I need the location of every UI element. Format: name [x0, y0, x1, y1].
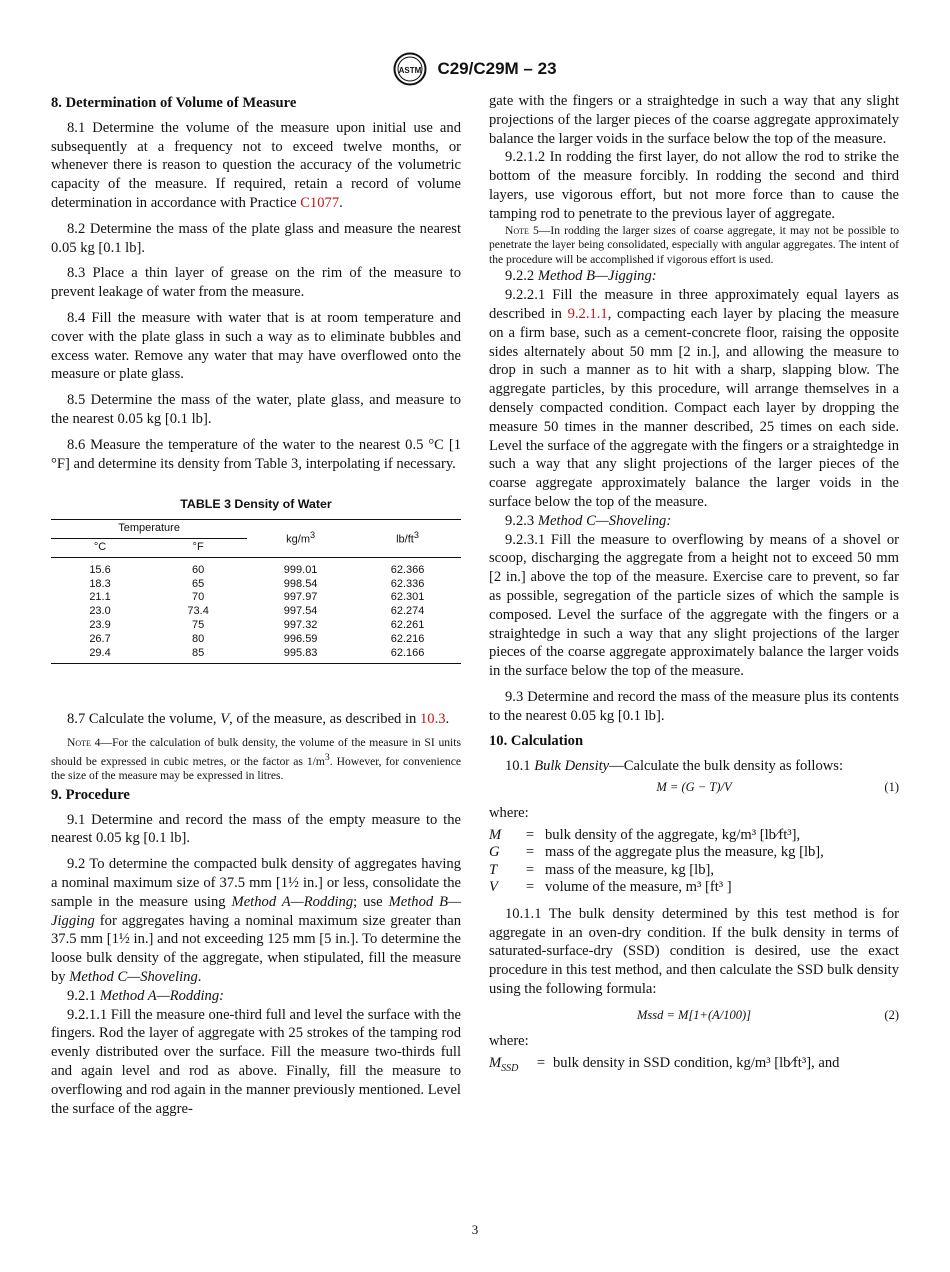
paragraph-9-2-1-1: 9.2.1.1 Fill the measure one-third full and level the surface with the fingers. Rod the layer of aggregate with 25 strokes of the tamping rod evenly distributed over the surface. Fill the measure two-thirds full and again level and rod as above. Finally, fill the measure to overflowing and rod again in the manner previously mentioned. Level the surface of the aggre- [51, 1006, 461, 1117]
paragraph-9-2-1-2: 9.2.1.2 In rodding the first layer, do not allow the rod to strike the bottom of the measure forcibly. In rodding the second and third layers, use vigorous effort, but not more force than to cause the tamping rod to penetrate to the previous layer of aggregate. [489, 149, 899, 222]
table-row: 21.1 70 997.97 62.301 [89, 591, 425, 604]
section-9-heading: 9. Procedure [51, 786, 130, 803]
density-of-water-table [51, 519, 461, 664]
paragraph-8-2: 8.2 Determine the mass of the plate glass and measure the nearest 0.05 kg [0.1 lb]. [51, 220, 461, 256]
left-column [51, 92, 461, 1118]
paragraph-9-2-2-1: 9.2.2.1 Fill the measure in three approximately equal layers as described in 9.2.1.1, compacting each layer by placing the measure on a firm base, such as a cement-concrete floor, raising the opposite sides alternately about 50 mm [2 in.], and allowing the measure to drop in such a manner as to hit with a sharp, slapping blow. The aggregate particles, by this procedure, will arrange themselves in a densely compacted condition. Compact each layer by dropping the measure 50 times in the manner described, 25 times on each side. Level the surface of the aggregate with the fingers or a straightedge in such a way that any slight projections of the larger pieces of the coarse aggregate approximately balance the larger voids in the surface below the top of the measure. [489, 287, 899, 510]
definition-row: G = mass of the aggregate plus the measure, kg [lb], [489, 844, 824, 861]
table-row: 26.7 80 996.59 62.216 [89, 632, 425, 645]
where-label-1: where: [489, 805, 529, 822]
table-row: 23.9 75 997.32 62.261 [89, 618, 425, 631]
paragraph-9-3: 9.3 Determine and record the mass of the measure plus its contents to the nearest 0.05 kg [0.1 lb]. [489, 688, 899, 724]
practice-c1077-link[interactable]: C1077 [300, 194, 340, 211]
right-column [489, 92, 899, 1077]
document-id: C29/C29M – 23 [437, 59, 557, 78]
table-row: 18.3 65 998.54 62.336 [89, 577, 425, 590]
paragraph-8-7: 8.7 Calculate the volume, V, of the measure, as described in 10.3. [67, 711, 450, 728]
note-5: Note 5—In rodding the larger sizes of coarse aggregate, it may not be possible to penetrate the layer being consolidated, especially with angular aggregates. The intent of the procedure will be accomplished if vigorous effort is used. [489, 223, 899, 266]
svg-text:ASTM: ASTM [399, 66, 422, 75]
section-8-heading: 8. Determination of Volume of Measure [51, 95, 297, 111]
section-9-2-1-1-link[interactable]: 9.2.1.1 [567, 305, 608, 322]
paragraph-8-4: 8.4 Fill the measure with water that is at room temperature and cover with the plate glass in such a way as to eliminate bubbles and excess water. Remove any water that may have overflowed onto the measure or plate glass. [51, 309, 461, 383]
paragraph-9-2-2: 9.2.2 Method B—Jigging: [505, 268, 657, 285]
page-number: 3 [471, 1222, 479, 1237]
equation-1: M = (G − T)/V (1) [489, 778, 899, 796]
page-header [0, 52, 950, 86]
temperature-group-header: Temperature [51, 520, 247, 539]
definition-row: V = volume of the measure, m³ [ft³ ] [489, 879, 732, 896]
astm-logo-icon [393, 52, 427, 86]
paragraph-9-1: 9.1 Determine and record the mass of the empty measure to the nearest 0.05 kg [0.1 lb]. [51, 811, 461, 847]
section-10-3-link[interactable]: 10.3 [420, 711, 446, 728]
section-10-heading: 10. Calculation [489, 733, 584, 750]
equation-2-number: (2) [884, 1007, 899, 1022]
paragraph-10-1-1: 10.1.1 The bulk density determined by this test method is for aggregate in an oven-dry condition. If the bulk density in terms of saturated-surface-dry (SSD) condition is desired, use the exact procedure in this test method, and then calculate the SSD bulk density using the following formula: [489, 905, 899, 998]
kg-per-m3-header: $kg/m^3$ [247, 520, 354, 558]
variable-definitions [489, 827, 899, 897]
paragraph-8-1: 8.1 Determine the volume of the measure upon initial use and subsequently at a frequency not to exceed twelve months, or whenever there is reason to question the accuracy of the volumetric capacity of the measure. If required, retain a record of volume determination in accordance with Practice C1077. [51, 119, 461, 211]
definition-row: T = mass of the measure, kg [lb], [489, 861, 714, 878]
definition-row-mssd: $M_{SSD}$ = bulk density in SSD condition, kg/m³ [lb⁄ft³], and [489, 1054, 840, 1074]
table-row: 15.6 60 999.01 62.366 [89, 563, 425, 576]
table-row: 29.4 85 995.83 62.166 [51, 647, 461, 664]
paragraph-9-2-1-1-continued: gate with the fingers or a straightedge in such a way that any slight projections of the larger pieces of the coarse aggregate approximately balance the larger voids in the surface below the top of the measure. [489, 93, 899, 147]
paragraph-9-2-3-1: 9.2.3.1 Fill the measure to overflowing by means of a shovel or scoop, discharging the aggregate from a height not to exceed 50 mm [2 in.] above the top of the measure. Exercise care to prevent, so far as possible, segregation of the particle sizes of which the sample is composed. Level the surface of the aggregate with the fingers or a straightedge in such a way that any slight projections of the larger pieces of the coarse aggregate approximately balance the larger voids in the surface below the top of the measure. [489, 531, 899, 680]
paragraph-8-6: 8.6 Measure the temperature of the water to the nearest 0.5 °C [1 °F] and determine its density from Table 3, interpolating if necessary. [51, 436, 461, 472]
where-label-2: where: [489, 1032, 529, 1049]
paragraph-10-1: 10.1 Bulk Density—Calculate the bulk density as follows: [505, 758, 844, 775]
table-row: 23.0 73.4 997.54 62.274 [89, 605, 425, 618]
equation-2: Mssd = M[1+(A/100)] (2) [489, 1006, 899, 1024]
fahrenheit-header: °F [149, 538, 247, 557]
definition-row: M = bulk density of the aggregate, kg/m³ [lb⁄ft³], [489, 826, 801, 843]
equation-1-number: (1) [884, 780, 899, 795]
paragraph-9-2: 9.2 To determine the compacted bulk density of aggregates having a nominal maximum size of 37.5 mm [1½ in.] or less, consolidate the sample in the measure using Method A—Rodding; use Method B—Jigging for aggregates having a nominal maximum size greater than 37.5 mm [1½ in.] and not exceeding 125 mm [5 in.]. To determine the loose bulk density of the aggregate, when stipulated, fill the measure by Method C—Shoveling. [51, 856, 462, 985]
table-3-title: TABLE 3 Density of Water [180, 497, 332, 512]
paragraph-9-2-1: 9.2.1 Method A—Rodding: [67, 987, 225, 1004]
paragraph-8-3: 8.3 Place a thin layer of grease on the rim of the measure to prevent leakage of water from the measure. [51, 265, 461, 301]
note-4: Note 4—For the calculation of bulk density, the volume of the measure in SI units should be expressed in cubic metres, or the factor as $1/m^3$. However, for convenience the size of the measure may be expressed in litres. [51, 736, 461, 783]
lb-per-ft3-header: $lb/ft^3$ [354, 520, 461, 558]
paragraph-9-2-3: 9.2.3 Method C—Shoveling: [505, 512, 672, 529]
density-of-water-table-block [51, 495, 461, 664]
paragraph-8-5: 8.5 Determine the mass of the water, plate glass, and measure to the nearest 0.05 kg [0.1 lb]. [51, 392, 461, 427]
celsius-header: °C [51, 538, 149, 557]
